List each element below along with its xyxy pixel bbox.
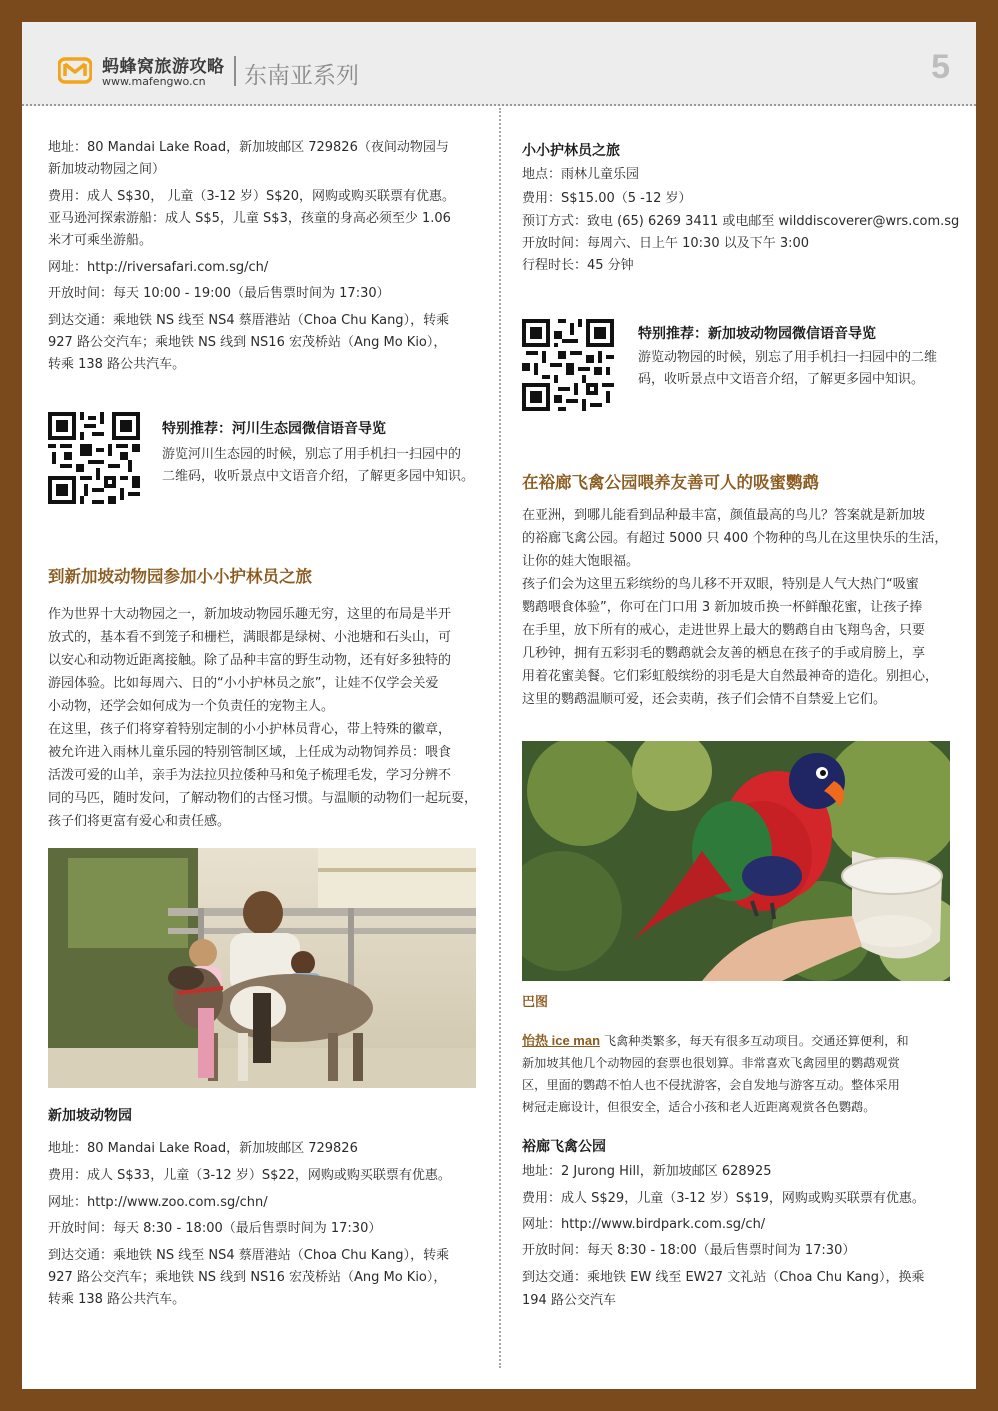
bird-fee: 费用：成人 S$29，儿童（3-12 岁）S$19，网购或购买联票有优惠。 [522, 1191, 925, 1206]
ranger-place: 地点：雨林儿童乐园 [522, 167, 640, 182]
zoo-paragraph-line: 同的马匹，随时发问，了解动物们的古怪习惯。与温顺的动物们一起玩耍， [48, 791, 478, 806]
zoo-section-title: 到新加坡动物园参加小小护林员之旅 [48, 567, 312, 586]
river-hours: 开放时间：每天 10:00 - 19:00（最后售票时间为 17:30） [48, 286, 390, 301]
page-number: 5 [931, 48, 950, 86]
zoo-transport: 到达交通：乘地铁 NS 线至 NS4 蔡厝港站（Choa Chu Kang），转乘 [48, 1248, 450, 1263]
river-qr-text: 游览河川生态园的时候，别忘了用手机扫一扫园中的 [162, 447, 462, 462]
zoo-fee: 费用：成人 S$33，儿童（3-12 岁）S$22，网购或购买联票有优惠。 [48, 1168, 451, 1183]
qr-code-icon [522, 319, 614, 411]
river-transport: 到达交通：乘地铁 NS 线至 NS4 蔡厝港站（Choa Chu Kang），转乘 [48, 313, 450, 328]
ranger-booking: 预订方式：致电 (65) 6269 3411 或电邮至 wilddiscoverer@wrs.com.sg [522, 214, 960, 229]
zoo-pony-photo [48, 848, 476, 1088]
bird-section-title: 在裕廊飞禽公园喂养友善可人的吸蜜鹦鹉 [522, 473, 819, 492]
zoo-address: 地址：80 Mandai Lake Road，新加坡邮区 729826 [48, 1141, 358, 1156]
zoo-paragraph-line: 孩子们将更富有爱心和责任感。 [48, 814, 231, 829]
bird-paragraph-line: 的裕廊飞禽公园。有超过 5000 只 400 个物种的鸟儿在这里快乐的生活， [522, 531, 948, 546]
page [22, 22, 976, 1389]
zoo-qr-text: 游览动物园的时候，别忘了用手机扫一扫园中的二维 [638, 350, 938, 365]
bird-paragraph-line: 在亚洲，到哪儿能看到品种最丰富，颜值最高的鸟儿？答案就是新加坡 [522, 508, 926, 523]
review-line-2: 新加坡其他几个动物园的套票也很划算。非常喜欢飞禽园里的鹦鹉观赏 [522, 1056, 900, 1070]
bird-paragraph-line: 在手里，放下所有的戒心，走进世界上最大的鹦鹉自由飞翔鸟舍，只要 [522, 623, 926, 638]
bird-transport: 到达交通：乘地铁 EW 线至 EW27 文礼站（Choa Chu Kang），换乘 [522, 1270, 925, 1285]
zoo-url: 网址：http://www.zoo.com.sg/chn/ [48, 1195, 268, 1210]
review-line-1 [522, 1030, 909, 1052]
zoo-transport-3: 转乘 138 路公共汽车。 [48, 1292, 186, 1307]
zoo-qr-title: 特别推荐：新加坡动物园微信语音导览 [638, 326, 876, 342]
bird-url: 网址：http://www.birdpark.com.sg/ch/ [522, 1217, 766, 1232]
review-line-3: 区，里面的鹦鹉不怕人也不侵扰游客，会自发地与游客互动。整体采用 [522, 1078, 900, 1092]
zoo-paragraph-line: 作为世界十大动物园之一，新加坡动物园乐趣无穷，这里的布局是半开 [48, 607, 452, 622]
review-text-1: 飞禽种类繁多，每天有很多互动项目。交通还算便利，和 [603, 1034, 909, 1048]
ranger-hours: 开放时间：每周六、日上午 10:30 以及下午 3:00 [522, 236, 810, 251]
river-qr-title: 特别推荐：河川生态园微信语音导览 [162, 421, 386, 437]
column-divider [499, 108, 501, 1368]
zoo-paragraph-line: 游园体验。比如每周六、日的“小小护林员之旅”，让娃不仅学会关爱 [48, 676, 439, 691]
brand-name: 蚂蜂窝旅游攻略 [102, 57, 225, 77]
river-transport-3: 转乘 138 路公共汽车。 [48, 357, 186, 372]
brand-url: www.mafengwo.cn [102, 75, 206, 88]
bird-address: 地址：2 Jurong Hill，新加坡邮区 628925 [522, 1164, 772, 1179]
bird-paragraph-line: 孩子们会为这里五彩缤纷的鸟儿移不开双眼，特别是人气大热门“吸蜜 [522, 577, 919, 592]
river-url: 网址：http://riversafari.com.sg/ch/ [48, 260, 269, 275]
zoo-qr-text-2: 码，收听景点中文语音介绍，了解更多园中知识。 [638, 372, 925, 387]
bird-paragraph-line: 用着花蜜美餐。它们彩虹般缤纷的羽毛是大自然最神奇的造化。别担心， [522, 669, 939, 684]
mafengwo-logo-icon [58, 56, 92, 84]
ranger-fee: 费用：S$15.00（5 -12 岁） [522, 191, 692, 206]
zoo-paragraph-line: 放式的，基本看不到笼子和栅栏，满眼都是绿树、小池塘和石头山，可 [48, 630, 452, 645]
zoo-paragraph-line: 被允许进入雨林儿童乐园的特别管制区域，上任成为动物饲养员：喂食 [48, 745, 452, 760]
bird-paragraph-line: 让你的娃大饱眼福。 [522, 554, 640, 569]
bird-info-title: 裕廊飞禽公园 [522, 1139, 606, 1155]
zoo-transport-2: 927 路公交汽车；乘地铁 NS 线到 NS16 宏茂桥站（Ang Mo Kio）， [48, 1270, 447, 1285]
bird-transport-2: 194 路公交汽车 [522, 1293, 616, 1308]
bird-paragraph-line: 鹦鹉喂食体验”，你可在门口用 3 新加坡币换一杯鲜酿花蜜，让孩子捧 [522, 600, 923, 615]
review-user-link[interactable]: 怡热 ice man [522, 1033, 601, 1048]
bird-hours: 开放时间：每天 8:30 - 18:00（最后售票时间为 17:30） [522, 1243, 856, 1258]
zoo-hours: 开放时间：每天 8:30 - 18:00（最后售票时间为 17:30） [48, 1221, 382, 1236]
zoo-paragraph-line: 以安心和动物近距离接触。除了品种丰富的野生动物，还有好多独特的 [48, 653, 452, 668]
river-fee: 费用：成人 S$30， 儿童（3-12 岁）S$20，网购或购买联票有优惠。 [48, 189, 456, 204]
header-divider [234, 56, 236, 86]
zoo-paragraph-line: 在这里，孩子们将穿着特别定制的小小护林员背心，带上特殊的徽章， [48, 722, 452, 737]
zoo-paragraph-line: 小动物，还学会如何成为一个负责任的宠物主人。 [48, 699, 335, 714]
zoo-paragraph-line: 活泼可爱的山羊，亲手为法拉贝拉倭种马和兔子梳理毛发，学习分辨不 [48, 768, 452, 783]
ranger-title: 小小护林员之旅 [522, 143, 620, 159]
review-line-4: 树冠走廊设计，但很安全，适合小孩和老人近距离观赏各色鹦鹉。 [522, 1100, 876, 1114]
lory-parrot-photo [522, 741, 950, 981]
ranger-duration: 行程时长：45 分钟 [522, 258, 634, 273]
series-title: 东南亚系列 [244, 63, 359, 89]
river-boat-fee-cont: 米才可乘坐游船。 [48, 233, 153, 248]
river-address: 地址：80 Mandai Lake Road，新加坡邮区 729826（夜间动物园与 [48, 140, 449, 155]
qr-code-icon [48, 412, 140, 504]
photo-caption: 巴图 [522, 995, 549, 1010]
river-qr-text-2: 二维码，收听景点中文语音介绍，了解更多园中知识。 [162, 469, 475, 484]
bird-paragraph-line: 几秒钟，拥有五彩羽毛的鹦鹉就会友善的栖息在孩子的手或肩膀上，享 [522, 646, 926, 661]
river-boat-fee: 亚马逊河探索游船：成人 S$5，儿童 S$3，孩童的身高必须至少 1.06 [48, 211, 451, 226]
page-header [22, 22, 976, 106]
river-transport-2: 927 路公交汽车；乘地铁 NS 线到 NS16 宏茂桥站（Ang Mo Kio）， [48, 335, 447, 350]
river-address-cont: 新加坡动物园之间） [48, 162, 166, 177]
bird-paragraph-line: 这里的鹦鹉温顺可爱，还会卖萌，孩子们会情不自禁爱上它们。 [522, 692, 887, 707]
zoo-info-title: 新加坡动物园 [48, 1108, 132, 1124]
